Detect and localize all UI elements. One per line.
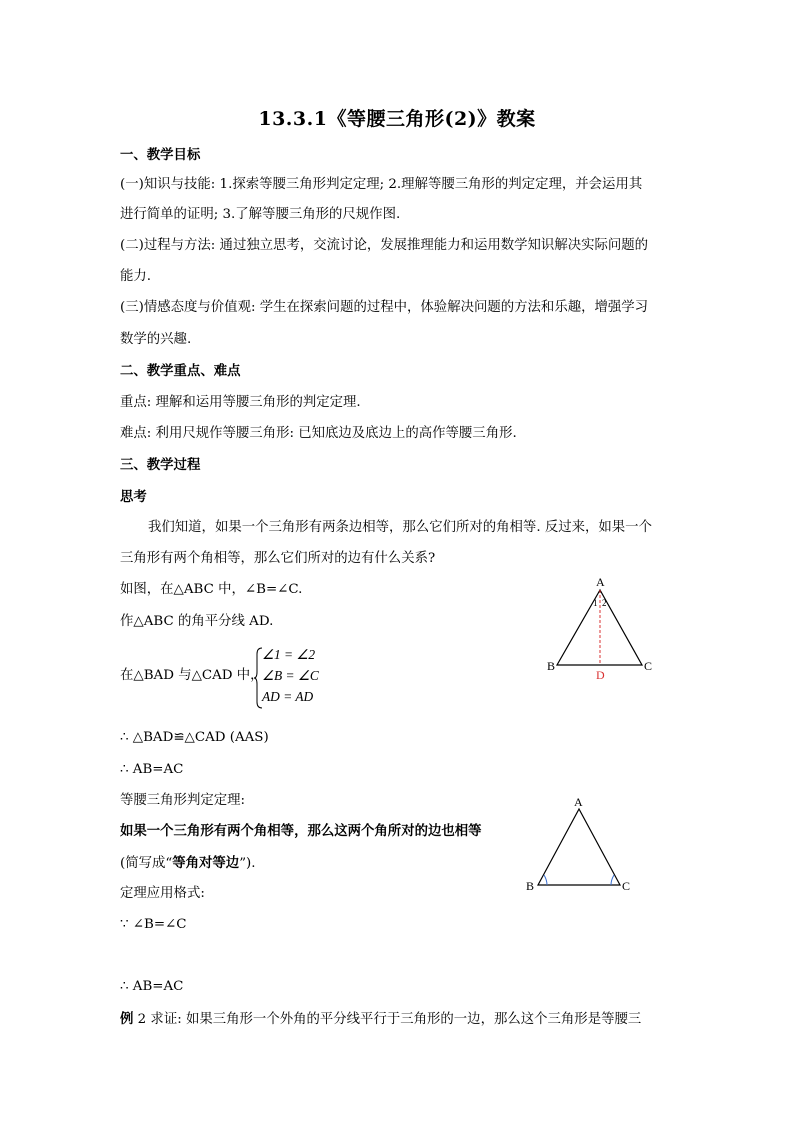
angle-2-label: 2 bbox=[602, 598, 607, 608]
section-process: 三、教学过程 bbox=[120, 457, 201, 473]
key-point: 重点: 理解和运用等腰三角形的判定定理. bbox=[120, 395, 361, 410]
objective-3-line-1: (三)情感态度与价值观: 学生在探索问题的过程中，体验解决问题的方法和乐趣，增强学习 bbox=[120, 300, 649, 315]
abbr-prefix: (简写成“ bbox=[120, 856, 173, 871]
think-line-1: 我们知道，如果一个三角形有两条边相等，那么它们所对的角相等. 反过来，如果一个 bbox=[148, 520, 652, 535]
figure-intro: 如图，在△ABC 中，∠B=∠C. bbox=[120, 582, 303, 597]
point-d-label: D bbox=[596, 668, 605, 682]
doc-title: 13.3.1《等腰三角形(2)》教案 bbox=[258, 108, 536, 130]
because-statement: ∵ ∠B=∠C bbox=[120, 917, 187, 932]
vertex-a-label-1: A bbox=[596, 575, 605, 589]
think-line-2: 三角形有两个角相等，那么它们所对的边有什么关系? bbox=[120, 551, 436, 566]
triangle-figure-with-bisector bbox=[535, 572, 665, 684]
equation-angle-1-2: ∠1 = ∠2 bbox=[262, 647, 316, 662]
vertex-b-label-1: B bbox=[547, 659, 556, 673]
congruence-statement: ∴ △BAD≌△CAD (AAS) bbox=[120, 730, 269, 745]
example-label: 例 bbox=[120, 1011, 134, 1027]
objective-1-line-2: 进行简单的证明; 3.了解等腰三角形的尺规作图. bbox=[120, 207, 401, 222]
format-label: 定理应用格式: bbox=[120, 886, 205, 901]
conclusion-ab-ac: ∴ AB=AC bbox=[120, 762, 184, 777]
objective-2-line-2: 能力. bbox=[120, 269, 152, 284]
section-objectives: 一、教学目标 bbox=[120, 147, 201, 163]
objective-2-line-1: (二)过程与方法: 通过独立思考，交流讨论，发展推理能力和运用数学知识解决实际问题的 bbox=[120, 238, 649, 253]
hard-point: 难点: 利用尺规作等腰三角形: 已知底边及底边上的高作等腰三角形. bbox=[120, 426, 517, 441]
triangle-abc-2 bbox=[538, 809, 620, 885]
theorem-statement: 如果一个三角形有两个角相等，那么这两个角所对的边也相等 bbox=[120, 823, 482, 839]
example-text: 2 求证: 如果三角形一个外角的平分线平行于三角形的一边，那么这个三角形是等腰三 bbox=[137, 1012, 642, 1027]
vertex-a-label-2: A bbox=[574, 795, 583, 809]
angle-1-label: 1 bbox=[593, 598, 598, 608]
abbr-bold: 等角对等边 bbox=[172, 855, 240, 871]
in-triangles: 在△BAD 与△CAD 中， bbox=[120, 668, 264, 683]
angle-c-arc bbox=[611, 875, 614, 885]
objective-1-line-1: (一)知识与技能: 1.探索等腰三角形判定定理; 2.理解等腰三角形的判定定理，并会运用其 bbox=[120, 177, 643, 192]
example-2 bbox=[120, 1010, 641, 1029]
construct-bisector: 作△ABC 的角平分线 AD. bbox=[120, 614, 274, 629]
equation-ad-ad: AD = AD bbox=[262, 689, 314, 704]
vertex-c-label-1: C bbox=[644, 659, 653, 673]
abbr-suffix: ”). bbox=[239, 856, 256, 871]
equation-angle-b-c: ∠B = ∠C bbox=[262, 668, 319, 683]
theorem-abbreviation bbox=[120, 854, 256, 873]
section-key-points: 二、教学重点、难点 bbox=[120, 363, 241, 379]
therefore-statement: ∴ AB=AC bbox=[120, 979, 184, 994]
theorem-label: 等腰三角形判定定理: bbox=[120, 793, 246, 808]
think-heading: 思考 bbox=[120, 489, 147, 505]
objective-3-line-2: 数学的兴趣. bbox=[120, 332, 192, 347]
angle-b-arc bbox=[544, 875, 547, 885]
vertex-b-label-2: B bbox=[526, 879, 535, 893]
vertex-c-label-2: C bbox=[622, 879, 631, 893]
triangle-figure-equal-angles bbox=[520, 795, 640, 900]
